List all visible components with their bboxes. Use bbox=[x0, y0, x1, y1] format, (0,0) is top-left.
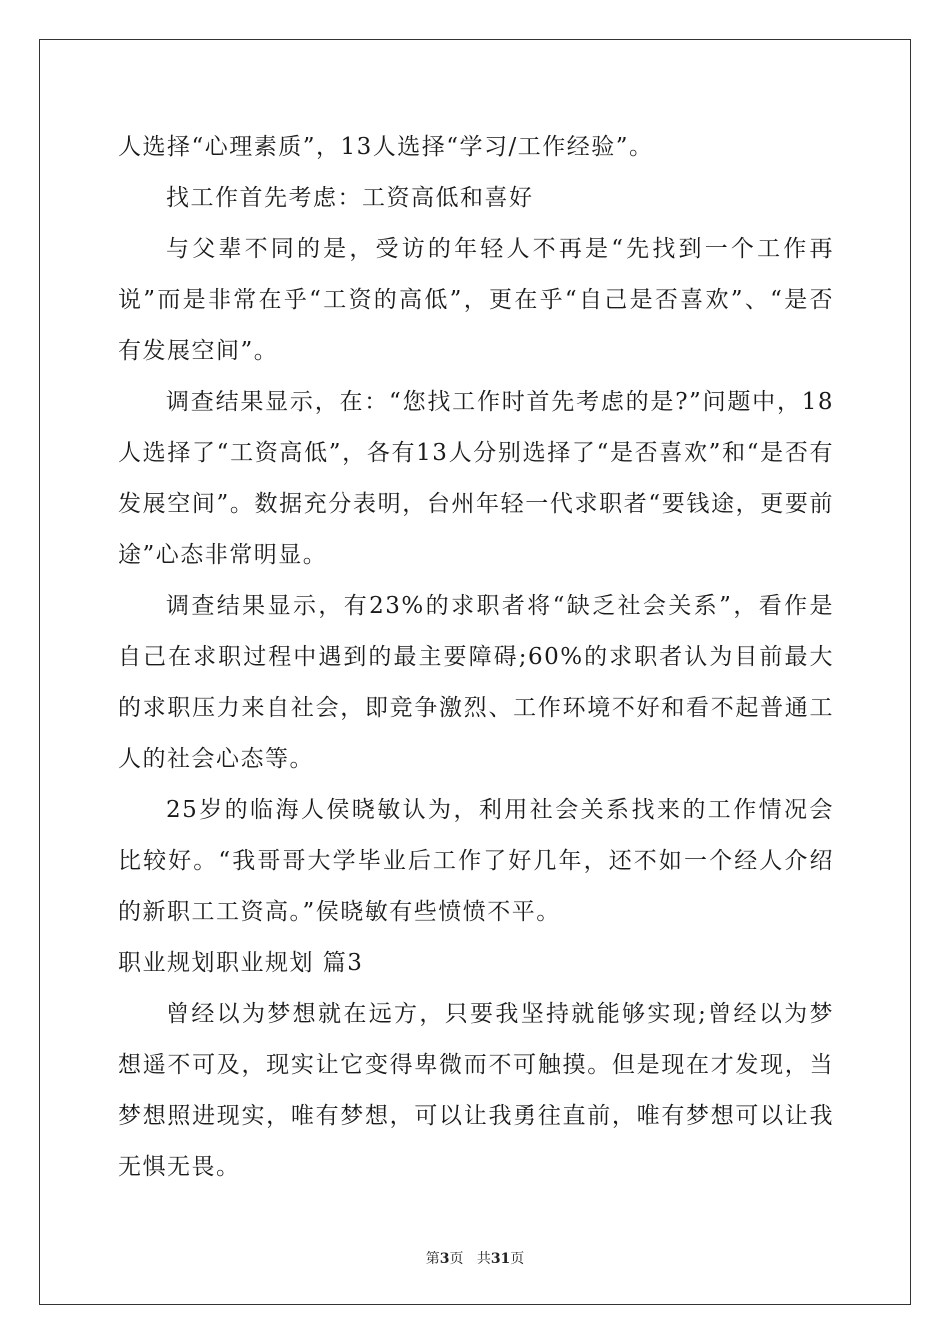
paragraph-continuation: 人选择“心理素质”，13人选择“学习/工作经验”。 bbox=[118, 134, 654, 160]
total-prefix: 共 bbox=[476, 1251, 491, 1267]
paragraph: 调查结果显示，在：“您找工作时首先考虑的是?”问题中，18人选择了“工资高低”，各有13人分别选择了“是否喜欢”和“是否有发展空间”。数据充分表明，台州年轻一代求职者“要钱途，更要前途”心态非常明显。 bbox=[118, 389, 834, 568]
page-total: 31 bbox=[490, 1251, 511, 1267]
paragraph: 曾经以为梦想就在远方，只要我坚持就能够实现;曾经以为梦想遥不可及，现实让它变得卑微而不可触摸。但是现在才发现，当梦想照进现实，唯有梦想，可以让我勇往直前，唯有梦想可以让我无惧无畏。 bbox=[118, 1001, 834, 1180]
section-heading: 职业规划职业规划 篇3 bbox=[118, 950, 364, 976]
section-subheading: 找工作首先考虑：工资高低和喜好 bbox=[166, 185, 534, 211]
page-prefix: 第 bbox=[425, 1251, 440, 1267]
total-suffix: 页 bbox=[510, 1251, 525, 1267]
paragraph: 调查结果显示，有23%的求职者将“缺乏社会关系”，看作是自己在求职过程中遇到的最主要障碍;60%的求职者认为目前最大的求职压力来自社会，即竞争激烈、工作环境不好和看不起普通工人的社会心态等。 bbox=[118, 593, 834, 772]
paragraph: 25岁的临海人侯晓敏认为，利用社会关系找来的工作情况会比较好。“我哥哥大学毕业后工作了好几年，还不如一个经人介绍的新职工工资高。”侯晓敏有些愤愤不平。 bbox=[118, 797, 834, 925]
page-footer bbox=[0, 1248, 950, 1268]
page-current: 3 bbox=[439, 1251, 450, 1267]
page-suffix: 页 bbox=[449, 1251, 464, 1267]
paragraph: 与父辈不同的是，受访的年轻人不再是“先找到一个工作再说”而是非常在乎“工资的高低”，更在乎“自己是否喜欢”、“是否有发展空间”。 bbox=[118, 236, 834, 364]
document-body bbox=[118, 122, 834, 1193]
